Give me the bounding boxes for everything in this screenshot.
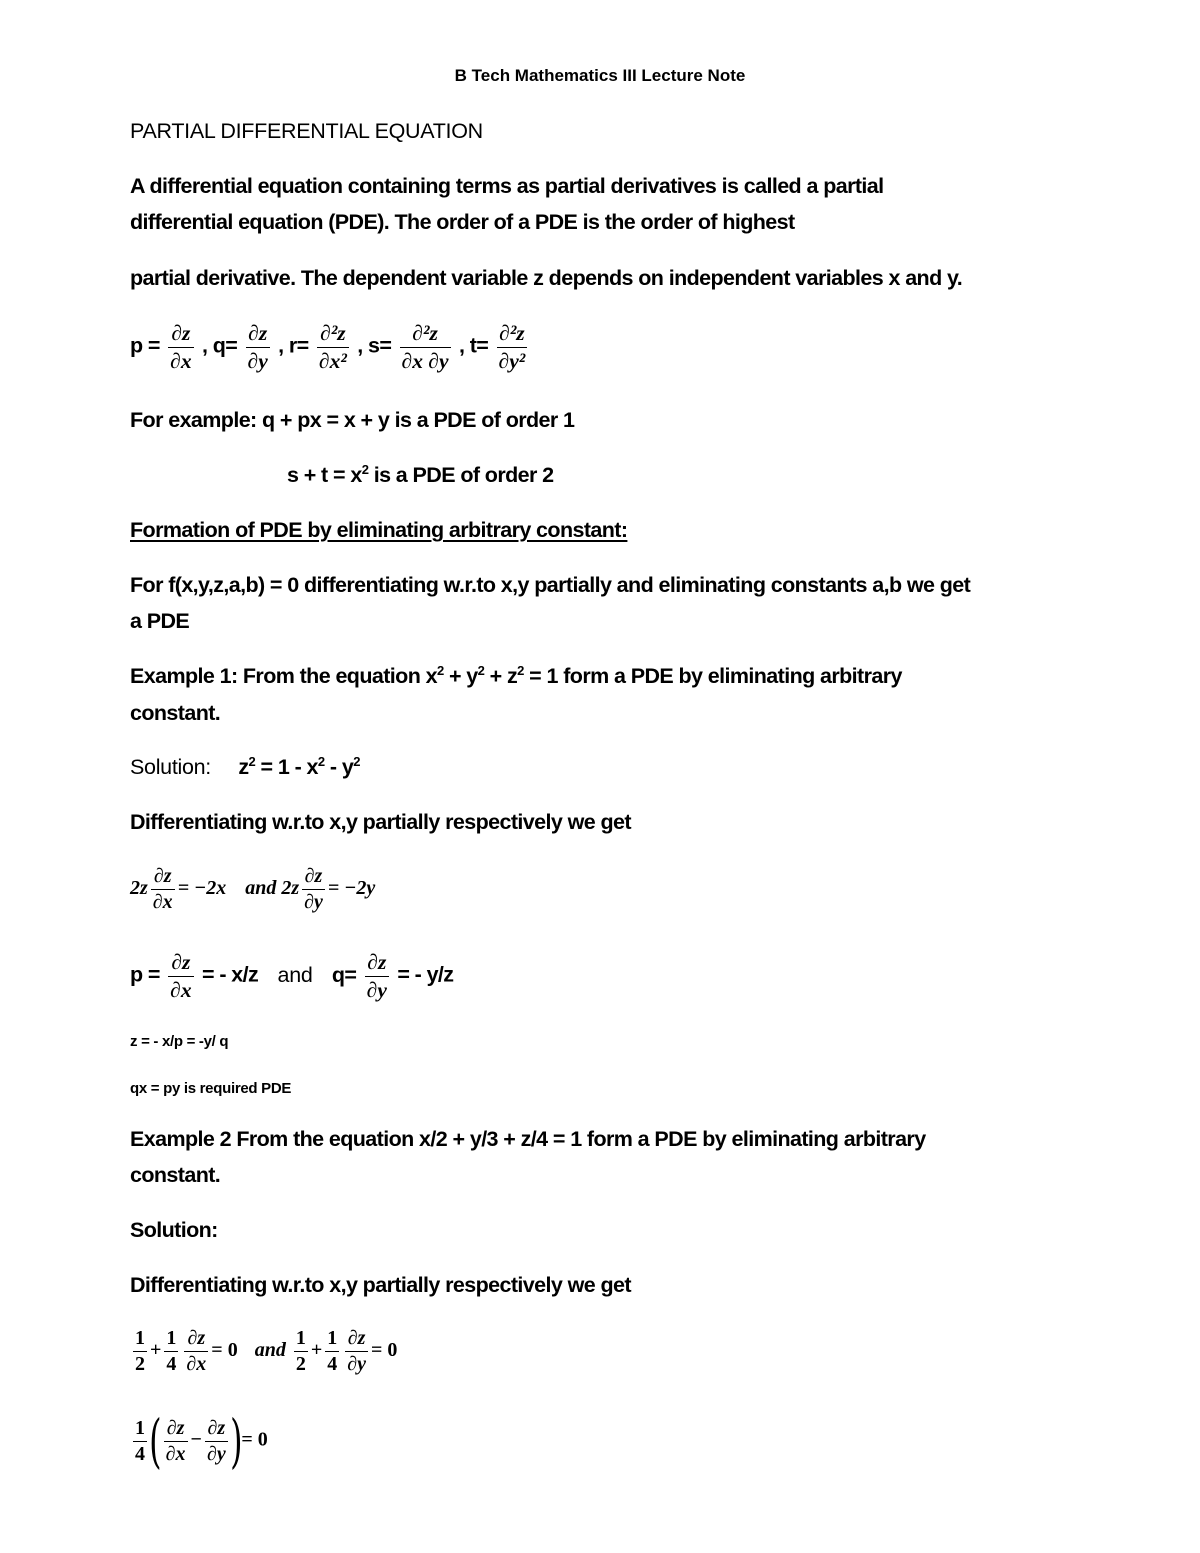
- example-2-statement-cont: constant.: [130, 1163, 221, 1187]
- one-half-fraction: $\frac{1}{2}$: [135, 1327, 145, 1375]
- formation-line-1: For f(x,y,z,a,b) = 0 differentiating w.r.to x,y partially and eliminating constants a,b we get: [130, 573, 971, 597]
- t-label: , t=: [458, 333, 489, 358]
- one-quarter-fraction: $\frac{1}{4}$: [327, 1327, 338, 1375]
- r-label: , r=: [278, 333, 309, 358]
- example-2-statement: Example 2 From the equation x/2 + y/3 + z/4 = 1 form a PDE by eliminating arbitrary: [130, 1127, 926, 1151]
- intro-paragraph-line-2: differential equation (PDE). The order of a PDE is the order of highest: [130, 210, 795, 234]
- derivative-definitions: [130, 322, 530, 372]
- dz-dx-fraction-ex2: $\frac{\partial z}{\partial x}$: [186, 1327, 207, 1375]
- example-2-solution: Solution:: [130, 1218, 218, 1242]
- p-fraction-ex1: $\frac{\partial z}{\partial x}$: [170, 950, 192, 1002]
- right-parenthesis: ): [229, 1407, 243, 1475]
- one-half-fraction: $\frac{1}{2}$: [295, 1327, 306, 1375]
- example-1-statement: Example 1: From the equation $x^2 + y^2 + z^2 = 1$ form a PDE by eliminating arbitrary: [130, 663, 902, 688]
- one-quarter-fraction: $\frac{1}{4}$: [166, 1327, 177, 1375]
- r-fraction: $\frac{\text{∂²z}}{\text{∂x²}}$: [319, 321, 347, 373]
- example-order-2: $s + t = x^2$ is a PDE of order 2: [287, 462, 554, 487]
- page-header: B Tech Mathematics III Lecture Note: [454, 66, 746, 85]
- document-title: PARTIAL DIFFERENTIAL EQUATION: [130, 119, 483, 143]
- example-1-statement-cont: constant.: [130, 701, 221, 725]
- dz-dy-fraction-ex2b: $\frac{\partial z}{\partial y}$: [206, 1416, 226, 1465]
- example-1-derivative-equations: 2z $\frac{\partial z}{\partial x}$ = −2x and 2z $\frac{\partial z}{\partial y}$ = −2y: [130, 865, 376, 913]
- t-fraction: $\frac{\text{∂²z}}{\text{∂y²}}$: [498, 321, 526, 373]
- example-1-differentiating: Differentiating w.r.to x,y partially respectively we get: [130, 810, 631, 834]
- p-fraction: $\frac{\partial z}{\partial x}$: [170, 321, 192, 373]
- q-fraction-ex1: $\frac{\partial z}{\partial y}$: [366, 950, 387, 1002]
- example-2-combined-equation: $\frac{1}{4}$ ( $\frac{\partial z}{\partial x}$ − $\frac{\partial z}{\partial y}$ )= 0: [135, 1407, 268, 1475]
- example-1-result: qx = py is required PDE: [130, 1080, 292, 1097]
- dz-dy-fraction: $\frac{\partial z}{\partial y}$: [304, 865, 323, 913]
- example-order-1: For example: q + px = x + y is a PDE of order 1: [130, 408, 575, 432]
- q-fraction: $\frac{\partial z}{\partial y}$: [247, 321, 268, 373]
- dz-dx-fraction-ex2b: $\frac{\partial z}{\partial x}$: [165, 1416, 186, 1465]
- p-label: p =: [130, 333, 160, 358]
- s-fraction: $\frac{\text{∂²z}}{\partial x \partial y}$: [401, 321, 449, 373]
- left-parenthesis: (: [149, 1407, 162, 1475]
- example-1-solution: Solution: $z^2 = 1 - x^2 - y^2$: [130, 754, 360, 779]
- dz-dx-fraction: $\frac{\partial z}{\partial x}$: [152, 865, 173, 913]
- one-quarter-fraction: $\frac{1}{4}$: [135, 1416, 145, 1465]
- dz-dy-fraction-ex2: $\frac{\partial z}{\partial y}$: [347, 1327, 366, 1375]
- s-label: , s=: [357, 333, 392, 358]
- intro-paragraph-line-3: partial derivative. The dependent variable z depends on independent variables x and y.: [130, 266, 963, 290]
- section-heading-formation: Formation of PDE by eliminating arbitrary constant:: [130, 518, 628, 542]
- formation-line-2: a PDE: [130, 609, 190, 633]
- intro-paragraph-line-1: A differential equation containing terms as partial derivatives is called a partial: [130, 174, 884, 198]
- example-2-derivative-equations: $\frac{1}{2}$ + $\frac{1}{4}$ $\frac{\partial z}{\partial x}$ = 0 and $\frac{1}{2}$ + $\frac{1}{4}$ $\frac{\partial z}{\partial y}$ = 0: [135, 1327, 398, 1375]
- example-1-p-q: p = $\frac{\partial z}{\partial x}$ = - x/z and q= $\frac{\partial z}{\partial y}$ = - y/z: [130, 950, 454, 1002]
- example-1-z-relation: z = - x/p = -y/ q: [130, 1033, 229, 1050]
- example-2-differentiating: Differentiating w.r.to x,y partially respectively we get: [130, 1273, 631, 1297]
- q-label: , q=: [202, 333, 238, 358]
